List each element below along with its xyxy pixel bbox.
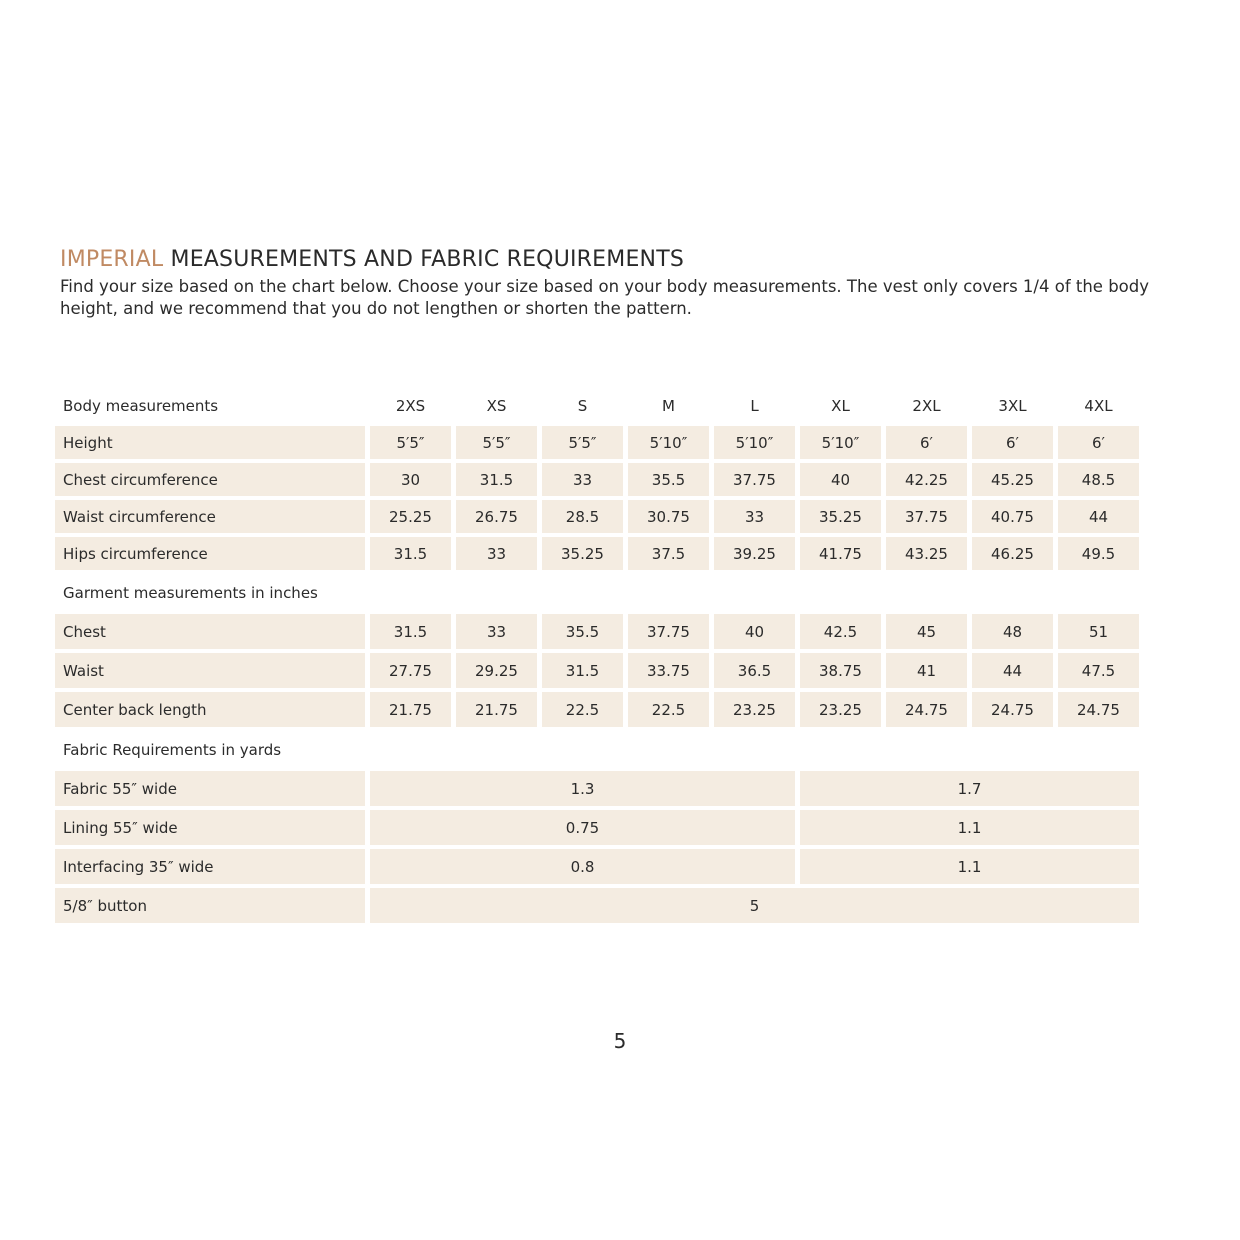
table-cell: 24.75 bbox=[1058, 690, 1139, 729]
table-cell: 40 bbox=[800, 461, 881, 498]
table-cell: 41 bbox=[886, 651, 967, 690]
table-cell: 30.75 bbox=[628, 498, 709, 535]
table-cell: 44 bbox=[1058, 498, 1139, 535]
table-cell: 6′ bbox=[972, 424, 1053, 461]
table-row bbox=[55, 847, 1139, 886]
table-row bbox=[55, 808, 1139, 847]
table-cell: 48 bbox=[972, 612, 1053, 651]
table-cell: 35.25 bbox=[542, 535, 623, 572]
page-number: 5 bbox=[613, 1029, 627, 1053]
table-cell: 35.5 bbox=[542, 612, 623, 651]
table-row bbox=[55, 690, 1139, 729]
table-cell: 30 bbox=[370, 461, 451, 498]
row-label: Fabric 55″ wide bbox=[55, 769, 365, 808]
table-cell: 47.5 bbox=[1058, 651, 1139, 690]
table-cell: 35.5 bbox=[628, 461, 709, 498]
row-label: Chest circumference bbox=[55, 461, 365, 498]
table-cell: 33 bbox=[542, 461, 623, 498]
body-section-label: Body measurements bbox=[63, 397, 219, 415]
intro-paragraph: Find your size based on the chart below. Choose your size based on your body measurements. The vest only covers 1/4 of the body height, and we recommend that you do not lengthen or shorten the pattern. bbox=[60, 277, 1149, 318]
table-row bbox=[55, 535, 1139, 572]
size-header-row bbox=[55, 386, 1139, 424]
table-cell: 48.5 bbox=[1058, 461, 1139, 498]
table-cell: 1.1 bbox=[800, 847, 1139, 886]
table-row bbox=[55, 424, 1139, 461]
table-cell: 44 bbox=[972, 651, 1053, 690]
table-cell: 31.5 bbox=[370, 535, 451, 572]
table-cell: 37.5 bbox=[628, 535, 709, 572]
size-chart-table bbox=[50, 386, 1144, 925]
table-cell: 5′10″ bbox=[800, 424, 881, 461]
table-cell: 33 bbox=[456, 612, 537, 651]
table-cell: 33 bbox=[456, 535, 537, 572]
table-cell: 43.25 bbox=[886, 535, 967, 572]
table-cell: 31.5 bbox=[370, 612, 451, 651]
table-cell: 5 bbox=[370, 886, 1139, 925]
row-label: 5/8″ button bbox=[55, 886, 365, 925]
table-cell: 36.5 bbox=[714, 651, 795, 690]
table-cell: 6′ bbox=[886, 424, 967, 461]
table-cell: 6′ bbox=[1058, 424, 1139, 461]
table-cell: 23.25 bbox=[800, 690, 881, 729]
table-cell: 5′10″ bbox=[714, 424, 795, 461]
table-cell: 51 bbox=[1058, 612, 1139, 651]
table-cell: 1.1 bbox=[800, 808, 1139, 847]
section-row bbox=[55, 572, 1139, 612]
table-cell: 41.75 bbox=[800, 535, 881, 572]
garment-section-label: Garment measurements in inches bbox=[63, 584, 318, 602]
size-header: XL bbox=[831, 397, 850, 415]
page-title bbox=[60, 247, 684, 272]
table-cell: 37.75 bbox=[886, 498, 967, 535]
table-cell: 26.75 bbox=[456, 498, 537, 535]
table-cell: 0.75 bbox=[370, 808, 795, 847]
table-row bbox=[55, 612, 1139, 651]
table-cell: 49.5 bbox=[1058, 535, 1139, 572]
page-title-accent: IMPERIAL bbox=[60, 247, 164, 272]
table-row bbox=[55, 461, 1139, 498]
table-cell: 45.25 bbox=[972, 461, 1053, 498]
table-cell: 45 bbox=[886, 612, 967, 651]
size-header: 4XL bbox=[1084, 397, 1113, 415]
row-label: Lining 55″ wide bbox=[55, 808, 365, 847]
size-header: 2XS bbox=[395, 397, 426, 415]
table-cell: 31.5 bbox=[542, 651, 623, 690]
table-cell: 46.25 bbox=[972, 535, 1053, 572]
table-cell: 5′5″ bbox=[542, 424, 623, 461]
row-label: Waist bbox=[55, 651, 365, 690]
table-cell: 38.75 bbox=[800, 651, 881, 690]
table-cell: 27.75 bbox=[370, 651, 451, 690]
row-label: Waist circumference bbox=[55, 498, 365, 535]
row-label: Chest bbox=[55, 612, 365, 651]
table-cell: 22.5 bbox=[542, 690, 623, 729]
table-row bbox=[55, 769, 1139, 808]
table-cell: 5′10″ bbox=[628, 424, 709, 461]
table-cell: 5′5″ bbox=[456, 424, 537, 461]
page-title-rest: MEASUREMENTS AND FABRIC REQUIREMENTS bbox=[163, 247, 685, 272]
table-cell: 5′5″ bbox=[370, 424, 451, 461]
table-cell: 21.75 bbox=[370, 690, 451, 729]
table-cell: 1.7 bbox=[800, 769, 1139, 808]
size-header: 3XL bbox=[998, 397, 1027, 415]
table-cell: 31.5 bbox=[456, 461, 537, 498]
table-cell: 28.5 bbox=[542, 498, 623, 535]
table-cell: 23.25 bbox=[714, 690, 795, 729]
size-header: XS bbox=[486, 397, 507, 415]
table-cell: 33.75 bbox=[628, 651, 709, 690]
table-row bbox=[55, 886, 1139, 925]
table-cell: 42.25 bbox=[886, 461, 967, 498]
table-row bbox=[55, 651, 1139, 690]
table-cell: 42.5 bbox=[800, 612, 881, 651]
table-cell: 25.25 bbox=[370, 498, 451, 535]
size-header: 2XL bbox=[912, 397, 941, 415]
section-row bbox=[55, 729, 1139, 769]
table-cell: 24.75 bbox=[886, 690, 967, 729]
table-cell: 0.8 bbox=[370, 847, 795, 886]
row-label: Center back length bbox=[55, 690, 365, 729]
size-header: M bbox=[662, 397, 675, 415]
table-cell: 1.3 bbox=[370, 769, 795, 808]
table-cell: 37.75 bbox=[628, 612, 709, 651]
table-cell: 40 bbox=[714, 612, 795, 651]
row-label: Hips circumference bbox=[55, 535, 365, 572]
row-label: Height bbox=[55, 424, 365, 461]
table-cell: 33 bbox=[714, 498, 795, 535]
table-cell: 35.25 bbox=[800, 498, 881, 535]
row-label: Interfacing 35″ wide bbox=[55, 847, 365, 886]
table-cell: 29.25 bbox=[456, 651, 537, 690]
size-header: L bbox=[750, 397, 759, 415]
table-cell: 37.75 bbox=[714, 461, 795, 498]
table-cell: 22.5 bbox=[628, 690, 709, 729]
table-cell: 24.75 bbox=[972, 690, 1053, 729]
table-row bbox=[55, 498, 1139, 535]
table-cell: 21.75 bbox=[456, 690, 537, 729]
size-header: S bbox=[577, 397, 588, 415]
fabric-section-label: Fabric Requirements in yards bbox=[63, 741, 282, 759]
table-cell: 39.25 bbox=[714, 535, 795, 572]
table-cell: 40.75 bbox=[972, 498, 1053, 535]
